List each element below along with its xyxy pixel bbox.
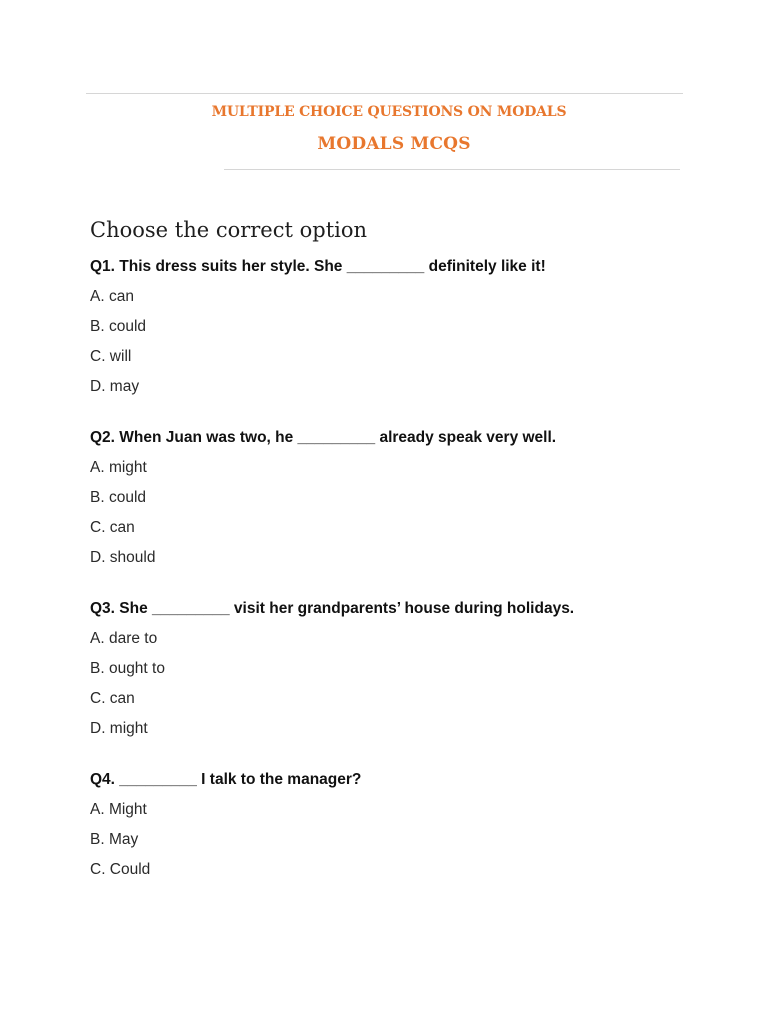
option-b: B. could — [90, 318, 147, 335]
question-text: Q4. _________ I talk to the manager? — [90, 771, 362, 788]
option-c: C. Could — [90, 861, 151, 878]
heading-divider — [224, 169, 680, 170]
question-list — [90, 256, 710, 910]
page-subheading: MODALS MCQS — [317, 134, 471, 154]
question-text: Q3. She _________ visit her grandparents’ house during holidays. — [90, 600, 575, 617]
question-text: Q1. This dress suits her style. She _________ definitely like it! — [90, 258, 546, 275]
option-d: D. may — [90, 378, 140, 395]
option-c: C. can — [90, 690, 135, 707]
option-a: A. Might — [90, 801, 147, 818]
option-a: A. dare to — [90, 630, 158, 647]
option-c: C. can — [90, 519, 135, 536]
top-divider — [86, 93, 683, 94]
option-b: B. May — [90, 831, 139, 848]
page-heading: MULTIPLE CHOICE QUESTIONS ON MODALS — [211, 104, 567, 120]
option-d: D. might — [90, 720, 148, 737]
question-1 — [90, 256, 710, 406]
question-2 — [90, 427, 710, 577]
option-d: D. should — [90, 549, 156, 566]
option-a: A. can — [90, 288, 134, 305]
question-text: Q2. When Juan was two, he _________ already speak very well. — [90, 429, 557, 446]
option-a: A. might — [90, 459, 147, 476]
question-3 — [90, 598, 710, 748]
option-b: B. ought to — [90, 660, 165, 677]
question-4 — [90, 769, 710, 889]
option-b: B. could — [90, 489, 147, 506]
option-c: C. will — [90, 348, 132, 365]
instruction-title: Choose the correct option — [90, 218, 368, 242]
